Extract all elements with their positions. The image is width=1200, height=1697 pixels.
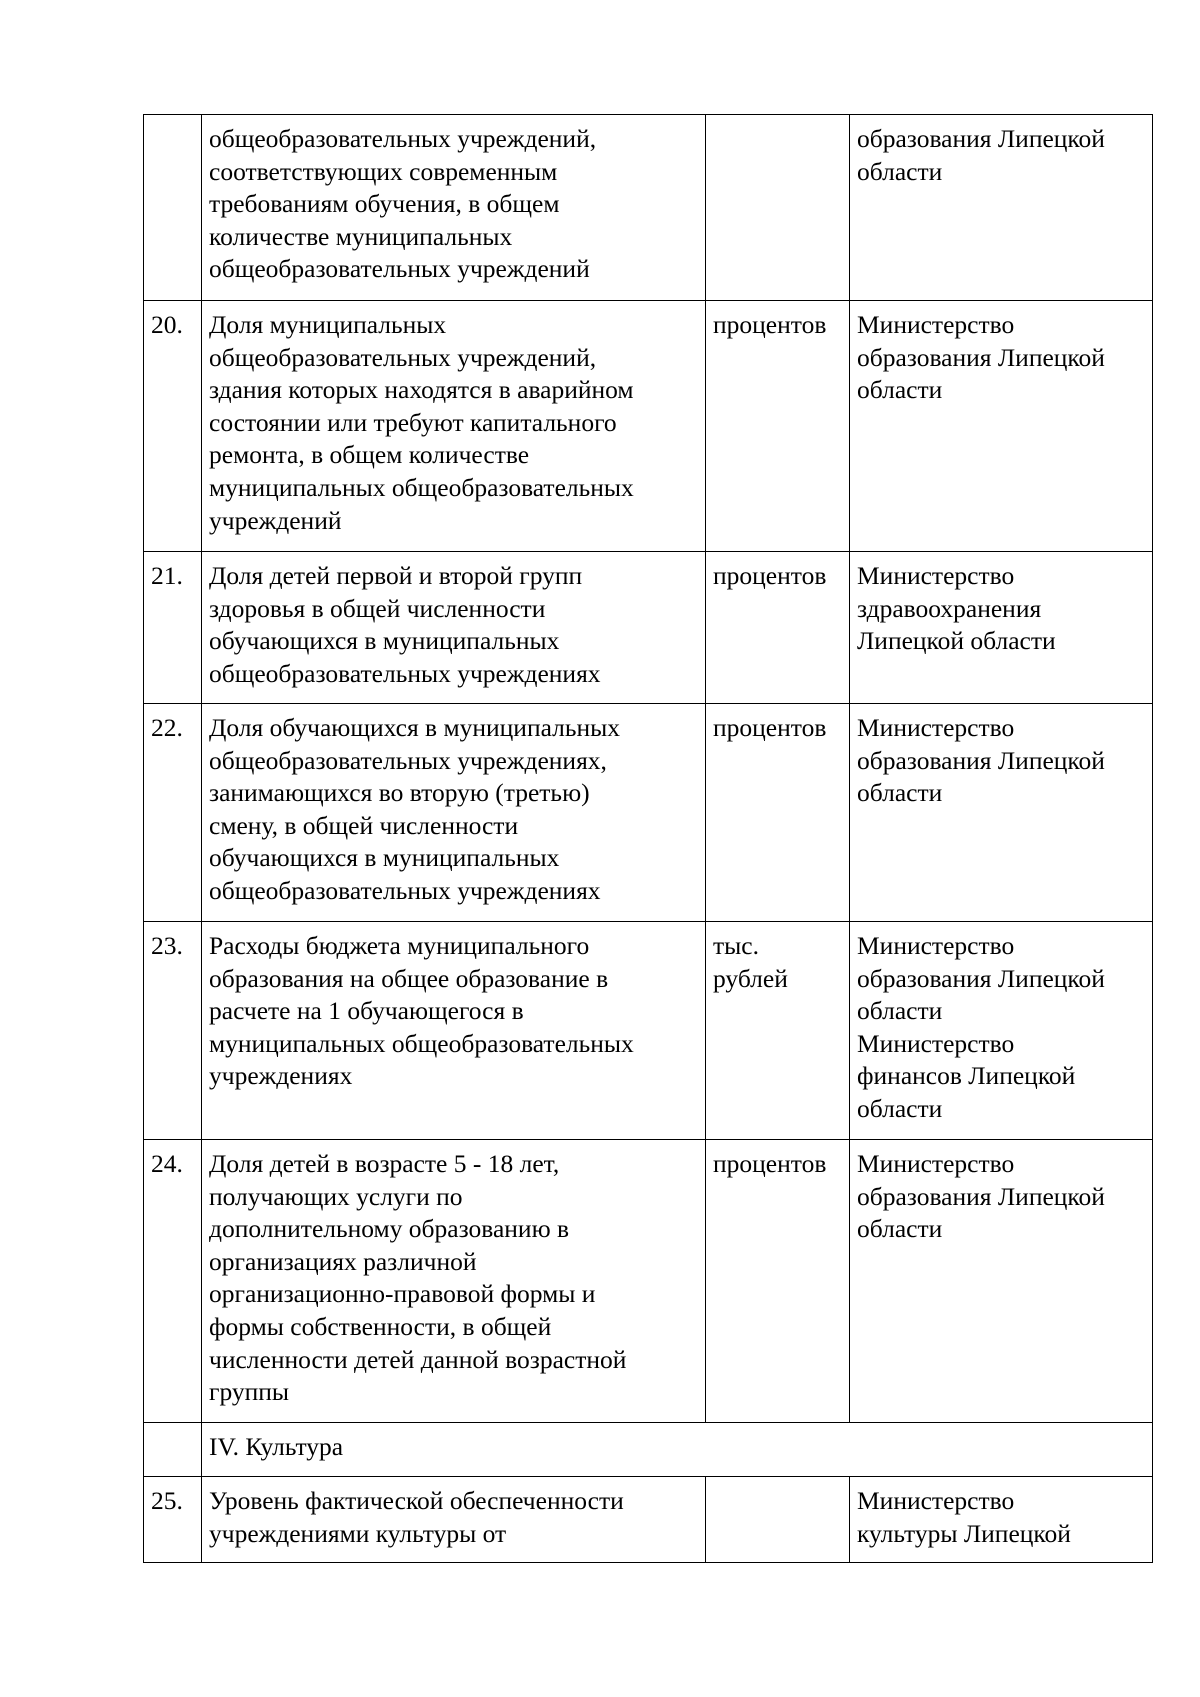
row-number <box>144 115 202 301</box>
indicator-name: Доля детей первой и второй групп здоровья в общей численности обучающихся в муниципальных общеобразовательных учреждениях <box>202 552 706 704</box>
responsible-body: Министерство образования Липецкой области <box>850 704 1153 922</box>
indicator-name: Расходы бюджета муниципального образования на общее образование в расчете на 1 обучающегося в муниципальных общеобразовательных учреждениях <box>202 922 706 1140</box>
indicator-name: Доля обучающихся в муниципальных общеобразовательных учреждениях, занимающихся во вторую (третью) смену, в общей численности обучающихся в муниципальных общеобразовательных учреждениях <box>202 704 706 922</box>
indicators-table <box>143 114 1153 1563</box>
table-row <box>144 922 1153 1140</box>
unit-of-measure <box>706 1477 850 1563</box>
table-row <box>144 115 1153 301</box>
unit-of-measure: процентов <box>706 552 850 704</box>
table-row <box>144 301 1153 552</box>
table-row <box>144 1477 1153 1563</box>
responsible-body: образования Липецкой области <box>850 115 1153 301</box>
indicator-name: Доля детей в возрасте 5 - 18 лет, получающих услуги по дополнительному образованию в организациях различной организационно-правовой формы и формы собственности, в общей численности детей данной возрастной группы <box>202 1140 706 1423</box>
table-row <box>144 1140 1153 1423</box>
section-row <box>144 1423 1153 1477</box>
table-row <box>144 704 1153 922</box>
responsible-body: Министерство образования Липецкой области <box>850 1140 1153 1423</box>
unit-of-measure: процентов <box>706 1140 850 1423</box>
row-number: 21. <box>144 552 202 704</box>
indicator-name: Доля муниципальных общеобразовательных учреждений, здания которых находятся в аварийном состоянии или требуют капитального ремонта, в общем количестве муниципальных общеобразовательных учреждений <box>202 301 706 552</box>
indicator-name: общеобразовательных учреждений, соответствующих современным требованиям обучения, в общем количестве муниципальных общеобразовательных учреждений <box>202 115 706 301</box>
responsible-body: Министерство образования Липецкой области <box>850 301 1153 552</box>
row-number: 22. <box>144 704 202 922</box>
row-number: 24. <box>144 1140 202 1423</box>
row-number: 25. <box>144 1477 202 1563</box>
unit-of-measure: процентов <box>706 301 850 552</box>
unit-of-measure <box>706 115 850 301</box>
responsible-body: Министерство культуры Липецкой <box>850 1477 1153 1563</box>
table-row <box>144 552 1153 704</box>
unit-of-measure: процентов <box>706 704 850 922</box>
row-number: 23. <box>144 922 202 1140</box>
responsible-body: Министерство образования Липецкой области Министерство финансов Липецкой области <box>850 922 1153 1140</box>
section-title: IV. Культура <box>202 1423 1153 1477</box>
unit-of-measure: тыс. рублей <box>706 922 850 1140</box>
section-number-cell <box>144 1423 202 1477</box>
row-number: 20. <box>144 301 202 552</box>
indicator-name: Уровень фактической обеспеченности учреждениями культуры от <box>202 1477 706 1563</box>
responsible-body: Министерство здравоохранения Липецкой области <box>850 552 1153 704</box>
